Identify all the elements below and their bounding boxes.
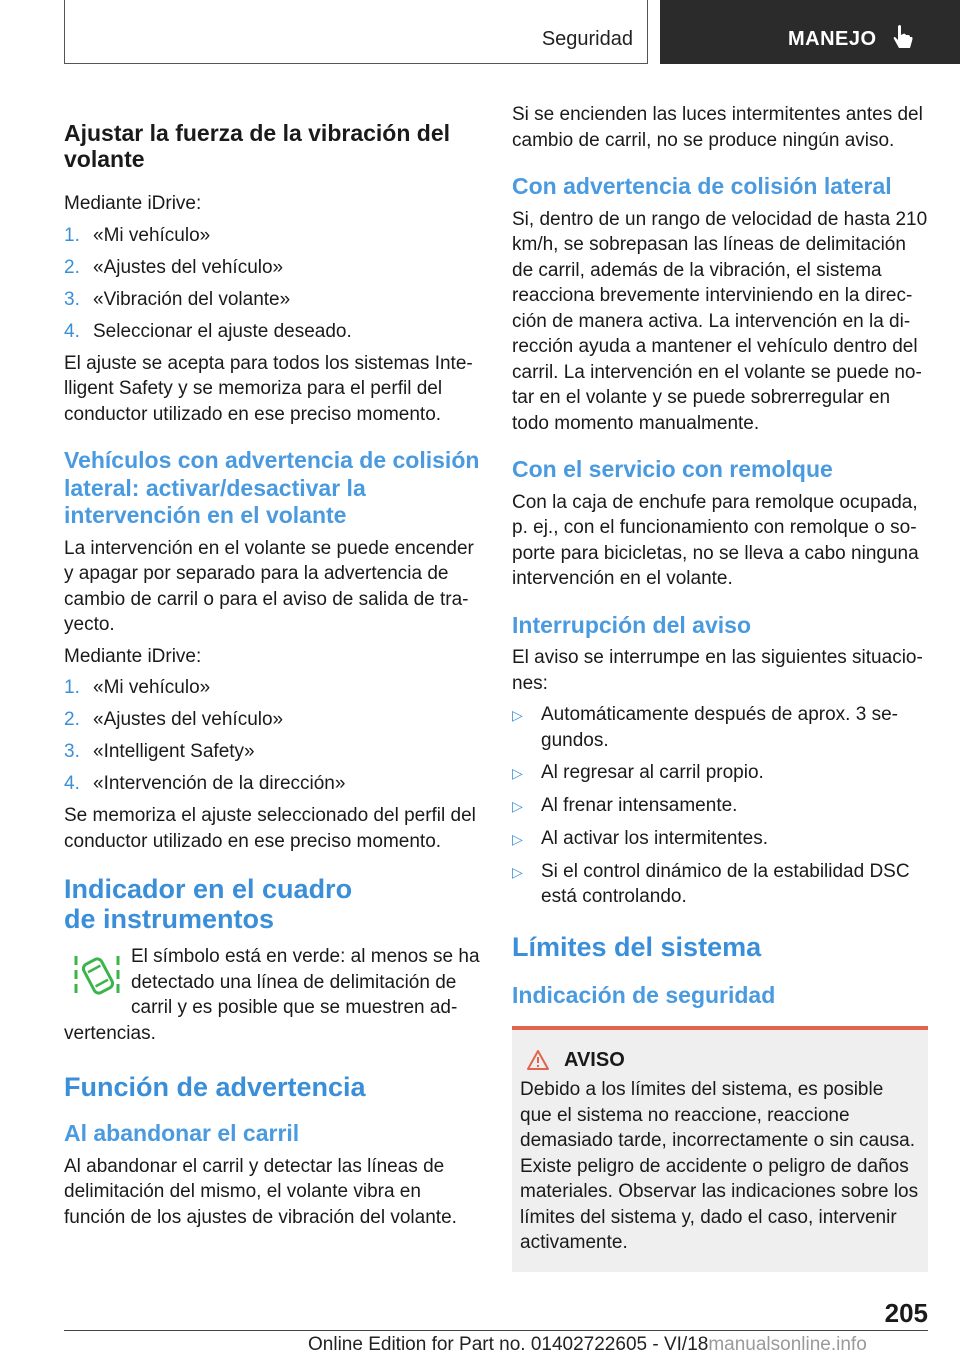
triangle-bullet-icon: ▷	[512, 707, 523, 723]
warning-body: Debido a los límites del sistema, es posible que el sistema no reaccione, reaccione demasiado tarde, incorrectamente o sin causa. Existe peligro de accidente o peligro de daños materiales. Observar las indicaciones sobre los límites del sistema y, dado el caso, intervenir activamente.	[520, 1079, 919, 1253]
header-chapter-label: MANEJO	[788, 28, 877, 50]
vibration-strength-title: Ajustar la fuerza de la vibración del volante	[64, 120, 451, 172]
warning-triangle-icon	[526, 1049, 550, 1071]
interruption-list	[512, 702, 928, 910]
list-item: ▷ Al activar los intermitentes.	[512, 826, 928, 853]
list-item: 3. «Vibración del volante»	[64, 288, 291, 310]
list-item: ▷ Automáticamente después de aprox. 3 segundos.	[512, 702, 928, 753]
list-item: 4. «Intervención de la dirección»	[64, 773, 346, 795]
warning-interruption-title: Interrupción del aviso	[512, 611, 751, 638]
leaving-lane-body: Al abandonar el carril y detectar las líneas de delimitación del mismo, el volante vibra en función de los ajustes de vibración del volante.	[64, 1155, 457, 1228]
list-item: ▷ Si el control dinámico de la estabilidad DSC está controlando.	[512, 859, 928, 910]
instrument-indicator-body: El símbolo está en verde: al menos se ha detectado una línea de delimitación de carril y es posible que se muestren advertencias.	[64, 946, 480, 1044]
triangle-bullet-icon: ▷	[512, 764, 523, 781]
idrive-intro-1: Mediante iDrive:	[64, 193, 202, 215]
steering-hand-icon	[892, 24, 914, 50]
footer-edition: Online Edition for Part no. 01402722605 - VI/18manualsonline.info	[308, 1334, 867, 1355]
safety-indication-title: Indicación de seguridad	[512, 982, 776, 1008]
triangle-bullet-icon: ▷	[512, 797, 523, 814]
vibration-steps-list	[64, 223, 480, 345]
warning-label: AVISO	[564, 1048, 625, 1071]
warning-heading	[526, 1048, 920, 1074]
lateral-collision-body: Si, dentro de un rango de velocidad de hasta 210 km/h, se sobrepasan las líneas de delimitación de carril, además de la vibración, el sistema reacciona brevemente interviniendo en la dirección de manera activa. La intervención en la dirección ayuda a mantener el vehículo dentro del carril. La intervención en el volante se puede notar en el volante y se puede sobrerregular en todo momento manualmente.	[512, 208, 928, 434]
leaving-lane-title: Al abandonar el carril	[64, 1120, 300, 1147]
side-collision-title: Vehículos con advertencia de colisión lateral: activar/desactivar la intervención en el volante	[64, 447, 480, 529]
header-section-tab	[64, 0, 648, 64]
idrive-intro-2: Mediante iDrive:	[64, 645, 202, 667]
warning-box	[512, 1026, 928, 1272]
header-chapter-tab	[660, 0, 960, 64]
side-collision-body: La intervención en el volante se puede encender y apagar por separado para la advertencia de cambio de carril o para el aviso de salida de trayecto.	[64, 537, 474, 636]
list-item: 3. «Intelligent Safety»	[64, 741, 255, 763]
triangle-bullet-icon: ▷	[512, 830, 523, 847]
list-item: ▷ Al regresar al carril propio.	[512, 760, 928, 787]
trailer-body: Con la caja de enchufe para remolque ocupada, p. ej., con el funcionamiento con remolque o soporte para bicicletas, no se lleva a cabo ninguna intervención en el volante.	[512, 491, 919, 589]
warning-function-title: Función de advertencia	[64, 1072, 366, 1103]
page-number: 205	[884, 1298, 928, 1328]
turn-signal-note: Si se encienden las luces intermitentes antes del cambio de carril, no se produce ningún aviso.	[512, 104, 923, 151]
footer-divider	[64, 1330, 928, 1331]
vibration-note: El ajuste se acepta para todos los sistemas Intelligent Safety y se memoriza para el perfil del conductor utilizado en ese preciso momento.	[64, 352, 473, 425]
left-column	[64, 102, 480, 1236]
footer-watermark: manualsonline.info	[708, 1334, 867, 1355]
list-item: 4. Seleccionar el ajuste deseado.	[64, 320, 352, 342]
trailer-title: Con el servicio con remolque	[512, 456, 833, 482]
list-item: 1. «Mi vehículo»	[64, 677, 211, 699]
lane-departure-icon	[64, 944, 131, 1016]
header-section-label: Seguridad	[541, 28, 633, 50]
list-item: 2. «Ajustes del vehículo»	[64, 256, 284, 278]
instrument-indicator-block	[64, 944, 480, 1046]
intervention-note: Se memoriza el ajuste seleccionado del perfil del conductor utilizado en ese preciso momento.	[64, 805, 476, 852]
lateral-collision-title: Con advertencia de colisión lateral	[512, 173, 892, 199]
system-limits-title: Límites del sistema	[512, 932, 762, 962]
instrument-cluster-title: Indicador en el cuadro de instrumentos	[64, 874, 353, 935]
warning-interruption-body: El aviso se interrumpe en las siguientes situaciones:	[512, 647, 923, 694]
list-item: ▷ Al frenar intensamente.	[512, 793, 928, 820]
list-item: 1. «Mi vehículo»	[64, 224, 211, 246]
right-column	[512, 102, 928, 1272]
list-item: 2. «Ajustes del vehículo»	[64, 709, 284, 731]
triangle-bullet-icon: ▷	[512, 863, 523, 880]
intervention-steps-list	[64, 675, 480, 797]
